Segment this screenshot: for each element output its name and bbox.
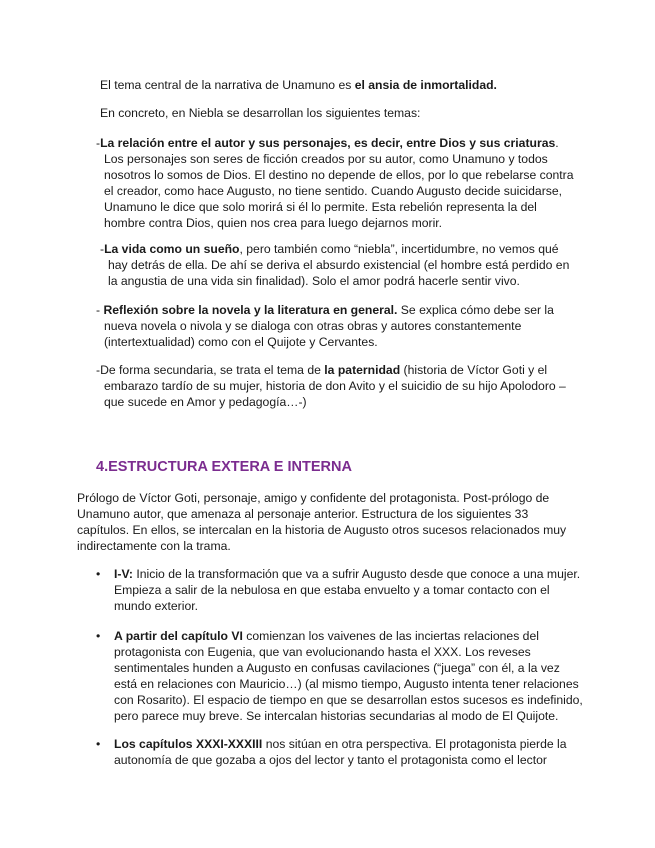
section-heading: 4.ESTRUCTURA EXTERA E INTERNA [96,459,352,475]
list-item [96,628,586,724]
theme-body: , pero también como “niebla”, incertidumbre, no vemos qué hay detrás de ella. De ahí se deriva el absurdo existencial (el hombre está perdido en la angustia de una vida sin finalidad). Solo el amor podrá hacerle sentir vivo. [108,242,570,288]
theme-title: Reflexión sobre la novela y la literatura en general. [103,303,398,317]
theme-title: La relación entre el autor y sus personajes, es decir, entre Dios y sus criaturas [100,136,556,150]
section-paragraph: Prólogo de Víctor Goti, personaje, amigo y confidente del protagonista. Post-prólogo de Unamuno autor, que amenaza al personaje anterior. Estructura de los siguientes 33 capítulos. En ellos, se intercalan en la historia de Augusto otros sucesos relacionados muy indirectamente con la trama. [77,491,567,553]
theme-item-paternity: -De forma secundaria, se trata el tema de la paternidad (historia de Víctor Goti y el embarazo tardío de su mujer, historia de don Avito y el suicidio de su hijo Apolodoro – que sucede en Amor y pedagogía…-) [96,363,566,409]
theme-item-creator: -La relación entre el autor y sus personajes, es decir, entre Dios y sus criaturas. Los personajes son seres de ficción creados por su autor, como Unamuno y todos nosotros lo somos de Dios. El destino no depende de ellos, por lo que rebelarse contra el creador, como hace Augusto, no tiene sentido. Cuando Augusto decide suicidarse, Unamuno le dice que solo morirá si él lo permite. Esta rebelión representa la del hombre contra Dios, quien nos crea para luego dejarnos morir. [96,136,574,230]
theme-body: Se explica cómo debe ser la nueva novela o nivola y se dialoga con otras obras y autores constantemente (intertextualidad) como con el Quijote y Cervantes. [104,303,554,349]
bullet-icon: • [96,567,101,581]
bullet-title: A partir del capítulo VI [114,629,243,643]
intro-bold-text: el ansia de inmortalidad. [354,78,497,92]
bullet-title: Los capítulos XXXI-XXXIII [114,737,263,751]
theme-title: la paternidad [324,363,401,377]
bullet-body: nos sitúan en otra perspectiva. El protagonista pierde la autonomía de que gozaba a ojos del lector y tanto el protagonista como el lector [114,737,567,767]
bullet-body: Inicio de la transformación que va a sufrir Augusto desde que conoce a una mujer. Empieza a salir de la nebulosa en que estaba envuelto y a tomar contacto con el mundo exterior. [114,567,581,613]
intro-paragraph-2: En concreto, en Niebla se desarrollan los siguientes temas: [100,106,421,120]
bullet-title: I-V: [114,567,133,581]
theme-body: . Los personajes son seres de ficción creados por su autor, como Unamuno y todos nosotros lo somos de Dios. El destino no depende de ellos, por lo que rebelarse contra el creador, como hace Augusto, no tiene sentido. Cuando Augusto decide suicidarse, Unamuno le dice que solo morirá si él lo permite. Esta rebelión representa la del hombre contra Dios, quien nos crea para luego dejarnos morir. [104,136,574,230]
list-item [96,566,586,614]
bullet-icon: • [96,737,101,751]
bullet-body: comienzan los vaivenes de las inciertas relaciones del protagonista con Eugenia, que van evolucionando hasta el XXX. Los reveses sentimentales hunden a Augusto en confusas cavilaciones (“juega” con él, a la vez está en relaciones con Mauricio…) (al mismo tiempo, Augusto intenta tener relaciones con Rosarito). El espacio de tiempo en que se desarrollan estos sucesos es indefinido, pero parece muy breve. Se intercalan historias secundarias al modo de El Quijote. [114,629,583,723]
bullet-icon: • [96,629,101,643]
theme-title: La vida como un sueño [104,242,240,256]
intro-paragraph-1 [100,77,570,93]
intro-text: El tema central de la narrativa de Unamuno es [100,78,355,92]
theme-item-dream: -La vida como un sueño, pero también como “niebla”, incertidumbre, no vemos qué hay detrás de ella. De ahí se deriva el absurdo existencial (el hombre está perdido en la angustia de una vida sin finalidad). Solo el amor podrá hacerle sentir vivo. [100,242,570,288]
theme-item-novel: - Reflexión sobre la novela y la literatura en general. Se explica cómo debe ser la nueva novela o nivola y se dialoga con otras obras y autores constantemente (intertextualidad) como con el Quijote y Cervantes. [96,303,554,349]
list-item [96,736,586,768]
theme-body: (historia de Víctor Goti y el embarazo tardío de su mujer, historia de don Avito y el suicidio de su hijo Apolodoro – que sucede en Amor y pedagogía…-) [104,363,566,409]
